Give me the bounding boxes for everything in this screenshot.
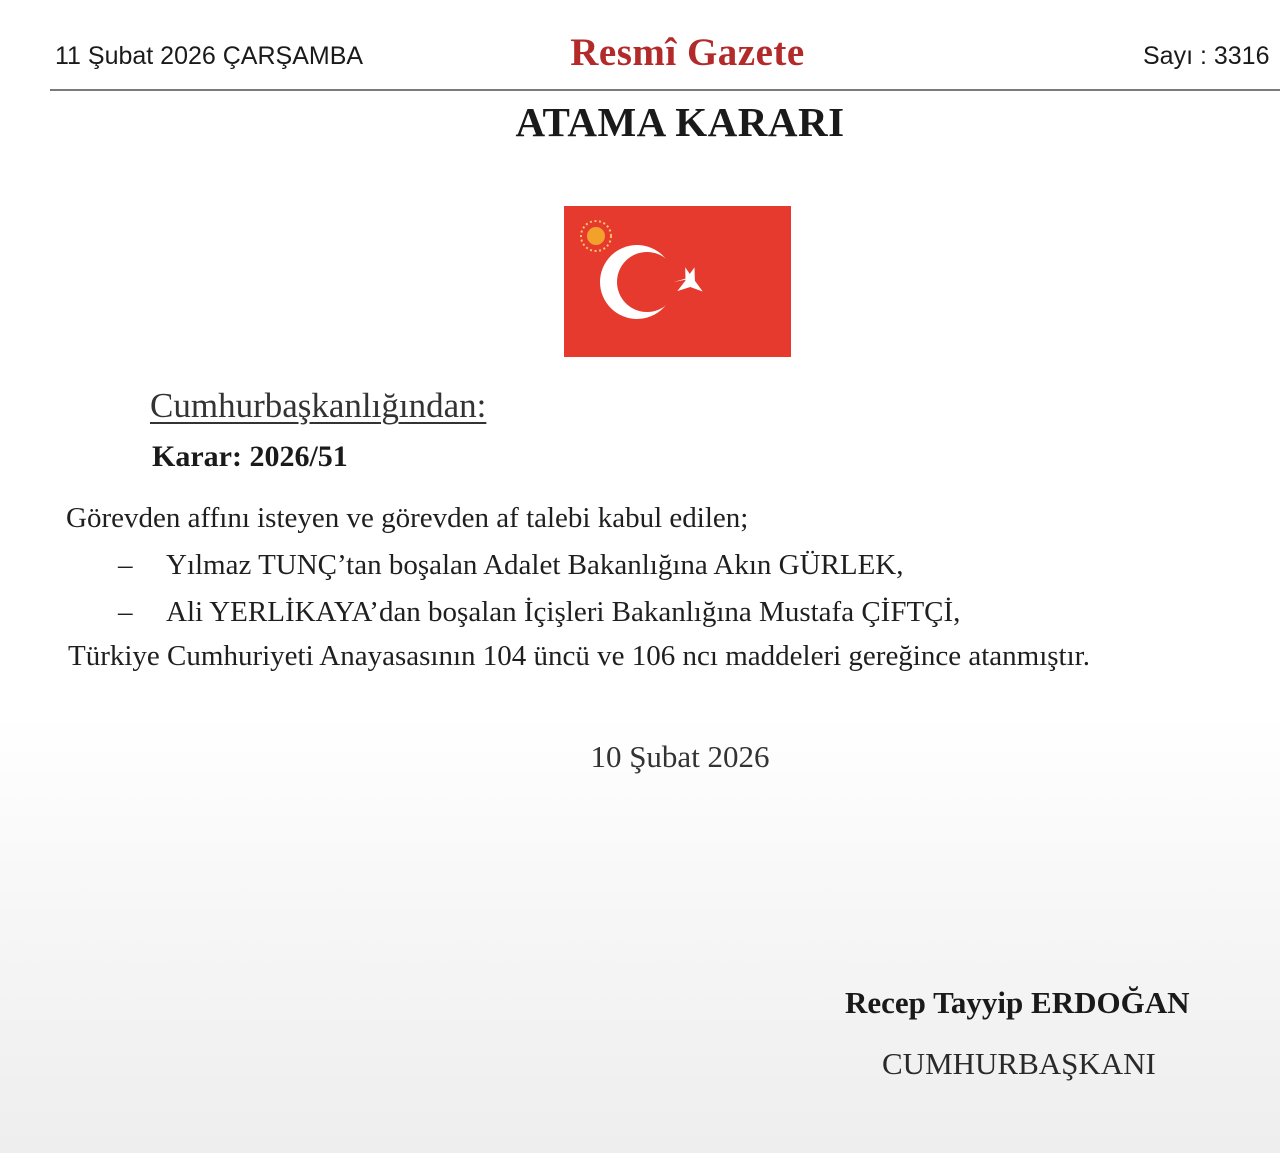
list-dash: –: [118, 596, 133, 628]
issuer-heading: Cumhurbaşkanlığından:: [150, 386, 487, 425]
decree-intro: Görevden affını isteyen ve görevden af talebi kabul edilen;: [66, 502, 749, 534]
masthead-title: Resmî Gazete: [570, 31, 805, 74]
issue-number: Sayı : 3316: [1143, 42, 1270, 70]
list-item: [118, 596, 960, 629]
decree-number: Karar: 2026/51: [152, 440, 348, 473]
decree-closing: Türkiye Cumhuriyeti Anayasasının 104 üncü ve 106 ncı maddeleri gereğince atanmıştır.: [68, 640, 1090, 672]
signatory-name: Recep Tayyip ERDOĞAN: [845, 985, 1190, 1020]
document-title: ATAMA KARARI: [515, 99, 845, 145]
header-date: 11 Şubat 2026 ÇARŞAMBA: [55, 42, 364, 70]
list-item-text: Yılmaz TUNÇ’tan boşalan Adalet Bakanlığına Akın GÜRLEK,: [166, 549, 904, 581]
signatory-title: CUMHURBAŞKANI: [882, 1046, 1156, 1081]
signature-date: 10 Şubat 2026: [590, 739, 770, 774]
list-item: [118, 549, 904, 582]
list-dash: –: [118, 549, 133, 581]
header-divider: [50, 89, 1280, 91]
turkish-flag-icon: [564, 206, 791, 357]
list-item-text: Ali YERLİKAYA’dan boşalan İçişleri Bakanlığına Mustafa ÇİFTÇİ,: [166, 596, 961, 628]
